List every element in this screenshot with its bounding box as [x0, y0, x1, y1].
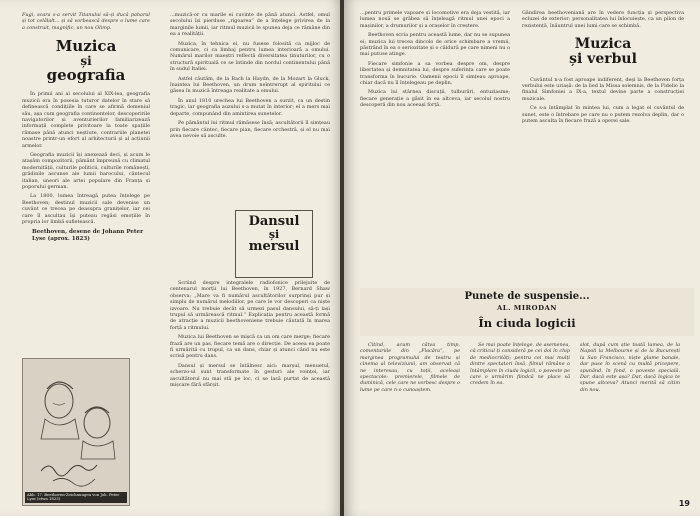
paragraph: Astfel căutăm, de la Bach la Haydn, de la Mozart la Gluck, înaintea lui Beethoven, un drum neîntrerupt al spiritului ce găsea în muzică întreaga realitate a omului. [170, 75, 330, 95]
section-title-muzica-2: Muzica [574, 36, 632, 53]
right-page [344, 0, 700, 516]
paragraph: Pe pământul lui ritmul rămăsese însă; ascultătorii îl simțeau prin fiecare cântec, fiecare pian, fiecare orchestră, și el nu mai avea nevoie să asculte. [170, 120, 330, 139]
paragraph: Cuvântul n-a fost aproape indiferent, deși la Beethoven forța verbului este uriașă: de la lied la Missa solemnis, de la Fidelio la finalul Simfoniei a IX-a, textul devine parte a construcției muzicale. [522, 76, 684, 102]
page-number: 19 [678, 499, 690, 508]
right-column-1 [360, 10, 510, 280]
section-title-mersul: mersul [248, 239, 300, 255]
beethoven-sketch-image [22, 358, 130, 506]
feature-column-3 [580, 342, 680, 502]
paragraph: Muzica lui stârnea discuții, tulburări, entuziasme; fiecare generație a găsit în ea altceva, iar secolul nostru descoperă din nou aceeași forță. [360, 89, 510, 109]
paragraph: Beethoven scria pentru această lume, dar nu se supunea ei; muzica lui trecea dincolo de orice schimbare a vremii, păstrând în ea o seriozitate și o căldură pe care nimeni nu o mai putuse atinge. [360, 32, 510, 58]
left-column-2-lower [170, 280, 330, 506]
feature-subtitle: În ciuda logicii [478, 316, 576, 330]
beethoven-sketch-drawing [23, 359, 129, 505]
left-page [0, 0, 342, 516]
feature-author: AL. MIRODAN [497, 304, 557, 312]
paragraph: Muzica, în tehnica ei, nu fusese folosită ca mijloc de comunicare, ci ca limbaj pentru lumea interioară a omului. Numărul marilor maeștri reflectă diversitatea ținuturilor, cu o structură spirituală ce se întinde din nordul continentului până în sudul Italiei. [170, 40, 330, 73]
paragraph: Gândirea beethoveniană are în vedere funcția și perspectiva ecluzei de exterior; personalitatea lui înlocuiește, ca un pilon de rezistență, înăuntrul unei lumi care se schimbă. [522, 10, 684, 29]
left-intro-text: Fugi, scara s-a servit Titanului să-și ducă paharul și tot celălalt... și să vorbească despre o lume care a construit, magnific, un nou Olimp. [22, 12, 150, 31]
paragraph: Scriind despre integralele radiofonice prilejuite de centenarul morții lui Beethoven, în 1927, Bernard Shaw observa: „Mare va fi numărul ascultătorilor surprinși pur și simplu de numărul melodiilor, pe care le vor descoperi ca niște izvoare. Nu trebuie decât să urmezi pasul dansului, să-ți lași trupul să urmărească ritmul.” Explicația pentru această formă de atracție a muzicii beethoveniene trebuie căutată în marea forță a ritmului. [170, 280, 330, 331]
feature-column-1 [360, 342, 460, 502]
left-column-1 [22, 12, 150, 352]
paragraph: La 1800, lumea întreagă putea înțelege pe Beethoven; destinul muzicii sale devenise un cuvânt ce trecea pe deasupra granițelor, iar cei care îl ascultau își puteau regăsi emoțiile în propria lor limbă sufletească. [22, 193, 150, 226]
paragraph: Geografia muzicii își anexează deci, și acum le atașăm compozitorii, pământ împreună cu climatul modernității, culturile politicii, culturile românești, grădinile ascunse ale lumii barocului, cântecul italian, uneori ale artei populare din Franța și poporului german. [22, 151, 150, 190]
section-title-dansul: Dansul [248, 214, 300, 229]
section-title-si-verbul: și verbul [569, 50, 637, 67]
paragraph: ...muzică-or cu marile ei cuvinte de până atunci. Astfel, omul secolului își pierduse „rigoarea” de a înțelege privirea de la marginile lumii, iar ritmul muzicii le spunea deja ce rămâne din ea a realității. [170, 12, 330, 38]
feature-title: Punete de suspensie... [464, 291, 590, 302]
right-column-2 [522, 10, 684, 280]
portrait-caption: Beethoven, desene de Johann Peter Lyse (aprox. 1823) [32, 229, 144, 243]
section-title-si: și [80, 53, 92, 68]
paragraph: În anul 1810 urechea lui Beethoven a surzit, ca un destin tragic, iar geografia auzului s-a mutat în interior; el a mers mai departe, compunând din amintirea sunetelor. [170, 97, 330, 117]
section-title-muzica: Muzica [55, 37, 117, 56]
paragraph: slot, după cum știe toată lumea, de la Napoli la Melbourne și de la București la San Francisco, niște glume banale, dar puse în scenă cu multă pricepere, spunând, în fond, o poveste specială. Dar, dacă este așa? Dar, dacă logica te spune altceva? Atunci merită să citim din nou. [580, 342, 680, 393]
paragraph: Fiecare simfonie a sa vorbea despre om, despre libertatea și demnitatea lui, despre suferința care se poate transforma în bucurie. Oamenii epocii îl simțeau aproape, chiar dacă nu îl înțelegeau pe deplin. [360, 60, 510, 87]
paragraph: ...pentru primele vapoare și locomotive era deja vestită, iar lumea nouă se grăbea să înțeleagă ritmul unei epoci a mașinilor, a drumurilor și a orașelor în creștere. [360, 10, 510, 29]
paragraph: Ce s-a întâmplat în mintea lui, cum a legat el cuvântul de sunet, este o întrebare pe care nu o putem rezolva deplin, dar o putem asculta în fiecare frază a operei sale. [522, 105, 684, 125]
paragraph: Dansul și mersul se întâlnesc aici: marșul, menuetul, scherzo-ul sunt transformate în gesturi ale voinței, iar ascultătorul nu mai stă pe loc, ci se lasă purtat de această mișcare fără sfârșit. [170, 362, 330, 389]
feature-heading [360, 288, 694, 336]
section-title-geografia: geografia [46, 65, 126, 84]
paragraph: Muzica lui Beethoven se mișcă ca un om care merge; fiecare frază are un pas, fiecare temă are o direcție. De aceea ea poate fi urmărită cu trupul, ca un dans, chiar și atunci când nu este scrisă pentru dans. [170, 334, 330, 360]
paragraph: În primii ani ai secolului al XIX-lea, geografia muzicii era în posesia tuturor datelor în stare să definească condițiile în care se afirmă domeniul său, așa cum geografia continentelor, descoperirile navigatorilor și aventurierilor familiarizează informații complete privitoare la toate spațiile rămase până atunci neștiute, contrariile planetei noastre printr-un efort al arhitecturii și al acțiunii armelor. [22, 91, 150, 149]
sketch-caption: Abb. 17. Beethoven-Zeichnungen von Joh. Peter Lyse (etwa 1823) [25, 492, 127, 503]
section-heading-dansul [235, 210, 313, 278]
paragraph: Citind, acum câtva timp, comentariile din „Flacăra”, pe marginea programului de teatru și cinema al televiziunii, am observat că ne interesau, cu toții, aceleași spectacole: premierele, filmele de duminică, cele care ne vorbesc despre o lume pe care n-o cunoaștem. [360, 342, 460, 393]
feature-column-2 [470, 342, 570, 502]
left-column-2 [170, 12, 330, 212]
paragraph: Se mai poate înțelege, de asemenea, că criticul ți consideră pe cei doi în chip de mediocrități; pentru cei mai mulți dintre spectatori însă, filmul rămâne o întâmplare în ciuda logicii, o poveste pe care o urmărim fiindcă ne place să credem în ea. [470, 342, 570, 387]
section-title-si-2: și [268, 227, 280, 241]
